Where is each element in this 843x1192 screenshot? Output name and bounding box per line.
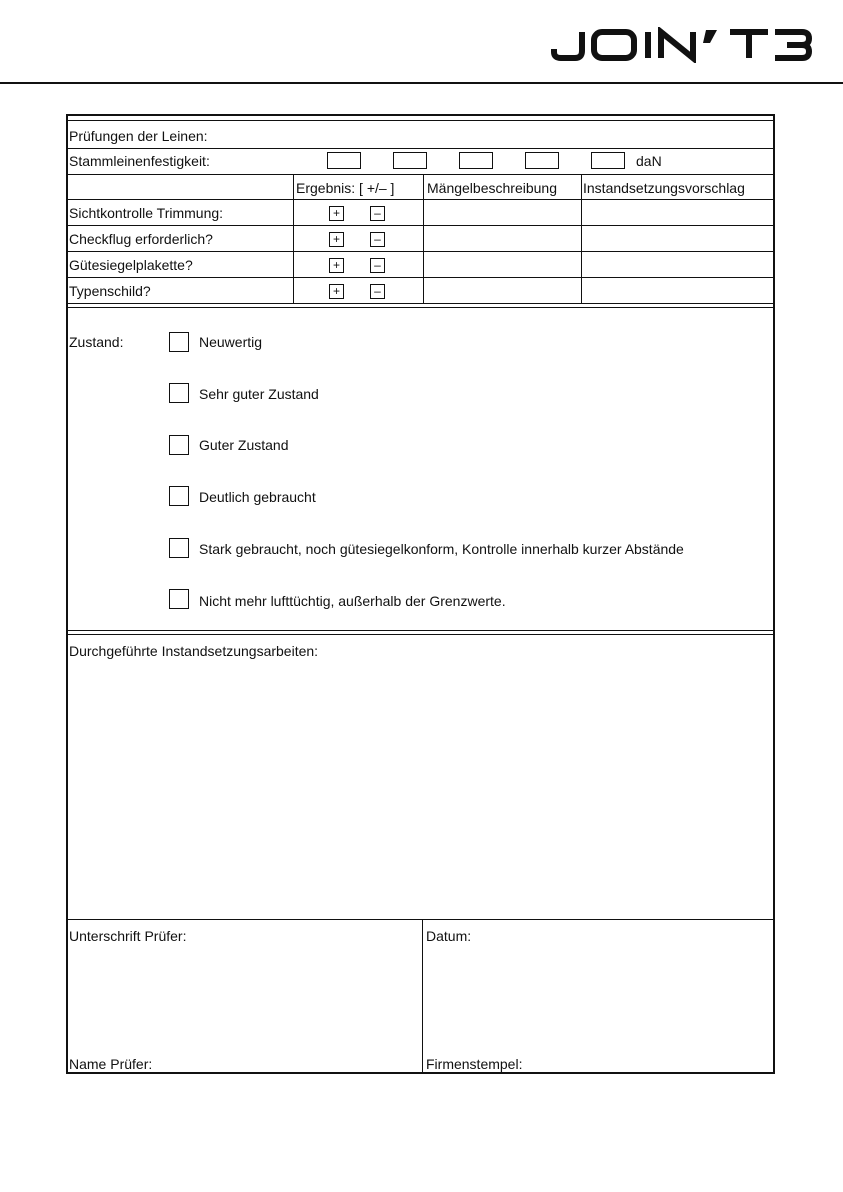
condition-checkbox[interactable]	[169, 435, 189, 455]
divider	[68, 225, 773, 226]
plus-checkbox[interactable]: +	[329, 232, 344, 247]
inspector-name-label: Name Prüfer:	[69, 1056, 153, 1072]
column-divider	[422, 919, 423, 1072]
plus-checkbox[interactable]: +	[329, 206, 344, 221]
section-divider	[68, 630, 773, 631]
section-divider	[68, 634, 773, 635]
check-row-label: Typenschild?	[69, 283, 151, 299]
result-column-header: Ergebnis: [ +/– ]	[296, 180, 395, 196]
strength-value-field[interactable]	[525, 152, 559, 169]
condition-option-label: Sehr guter Zustand	[199, 386, 319, 402]
repairs-text-area[interactable]	[69, 663, 772, 917]
inspector-signature-label: Unterschrift Prüfer:	[69, 928, 187, 944]
form-top-inner-rule	[68, 120, 773, 121]
condition-checkbox[interactable]	[169, 589, 189, 609]
condition-option-label: Nicht mehr lufttüchtig, außerhalb der Grenzwerte.	[199, 593, 506, 609]
check-row-label: Sichtkontrolle Trimmung:	[69, 205, 224, 221]
condition-checkbox[interactable]	[169, 332, 189, 352]
check-row-label: Gütesiegelplakette?	[69, 257, 193, 273]
strength-value-field[interactable]	[459, 152, 493, 169]
condition-checkbox[interactable]	[169, 538, 189, 558]
divider	[68, 199, 773, 200]
section-title: Prüfungen der Leinen:	[69, 128, 208, 144]
strength-value-field[interactable]	[327, 152, 361, 169]
divider	[68, 148, 773, 149]
section-divider	[68, 303, 773, 304]
minus-checkbox[interactable]: –	[370, 284, 385, 299]
divider	[68, 277, 773, 278]
brand-logo	[549, 27, 815, 63]
condition-option-label: Guter Zustand	[199, 437, 289, 453]
condition-option-label: Deutlich gebraucht	[199, 489, 316, 505]
condition-checkbox[interactable]	[169, 486, 189, 506]
minus-checkbox[interactable]: –	[370, 232, 385, 247]
company-stamp-label: Firmenstempel:	[426, 1056, 523, 1072]
divider	[68, 919, 773, 920]
section-divider	[68, 307, 773, 308]
inspection-form	[66, 114, 775, 1074]
column-divider	[423, 174, 424, 303]
strength-value-field[interactable]	[591, 152, 625, 169]
strength-value-field[interactable]	[393, 152, 427, 169]
condition-option-label: Stark gebraucht, noch gütesiegelkonform, Kontrolle innerhalb kurzer Abstände	[199, 541, 684, 557]
column-divider	[293, 174, 294, 303]
column-divider	[581, 174, 582, 303]
header-rule	[0, 82, 843, 84]
condition-label: Zustand:	[69, 334, 124, 350]
divider	[68, 251, 773, 252]
defects-column-header: Mängelbeschreibung	[427, 180, 557, 196]
condition-option-label: Neuwertig	[199, 334, 263, 350]
plus-checkbox[interactable]: +	[329, 258, 344, 273]
repairs-label: Durchgeführte Instandsetzungsarbeiten:	[69, 643, 319, 659]
divider	[68, 174, 773, 175]
condition-checkbox[interactable]	[169, 383, 189, 403]
strength-label: Stammleinenfestigkeit:	[69, 153, 210, 169]
plus-checkbox[interactable]: +	[329, 284, 344, 299]
date-label: Datum:	[426, 928, 472, 944]
minus-checkbox[interactable]: –	[370, 258, 385, 273]
strength-unit: daN	[636, 153, 662, 169]
repair-column-header: Instandsetzungsvorschlag	[583, 180, 745, 196]
minus-checkbox[interactable]: –	[370, 206, 385, 221]
check-row-label: Checkflug erforderlich?	[69, 231, 213, 247]
